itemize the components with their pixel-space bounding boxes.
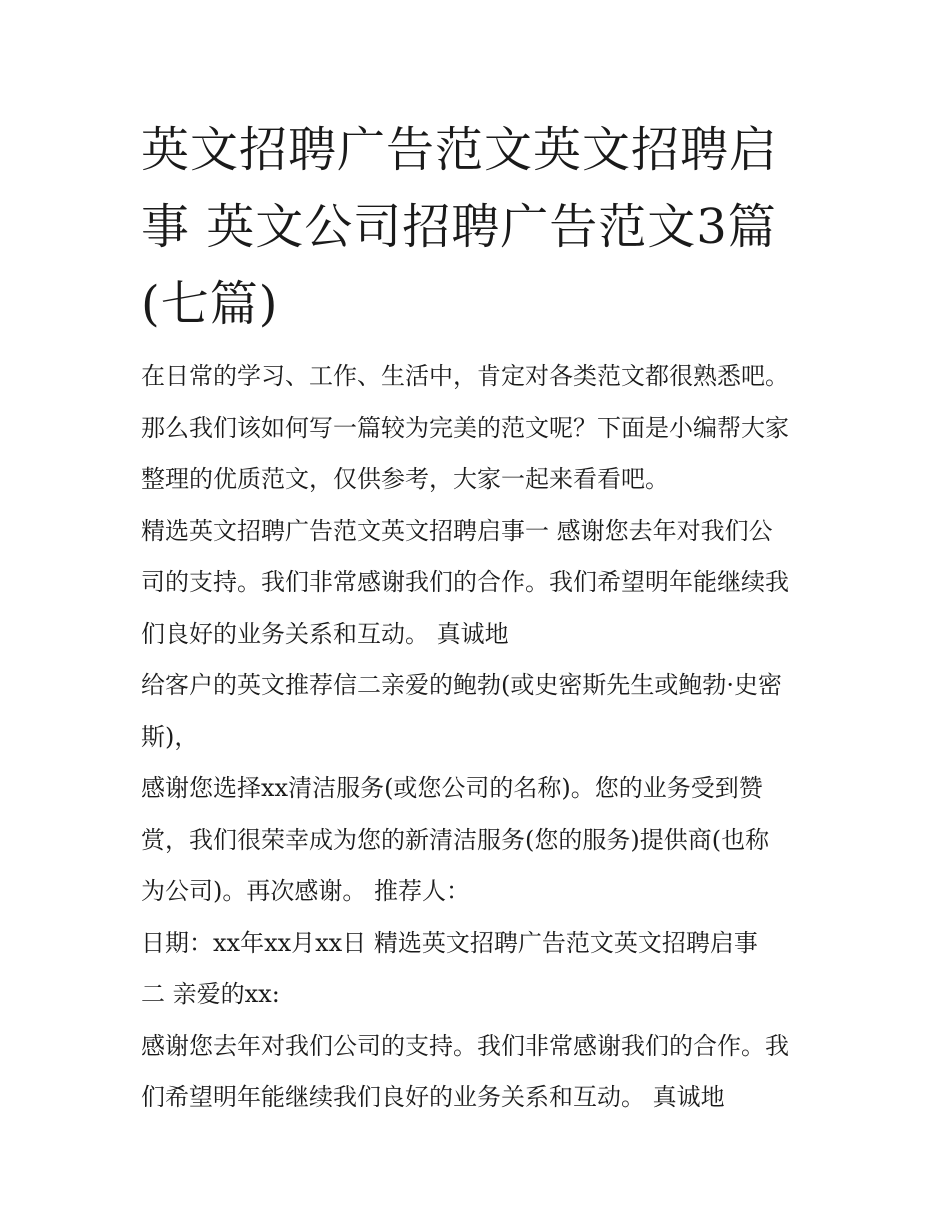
document-title xyxy=(141,112,820,343)
text-line: 日期：xx年xx月xx日 精选英文招聘广告范文英文招聘启事 xyxy=(141,928,758,957)
text-line: 们希望明年能继续我们良好的业务关系和互动。 真诚地 xyxy=(141,1083,725,1111)
text-line: 精选英文招聘广告范文英文招聘启事一 感谢您去年对我们公 xyxy=(141,516,773,545)
text-line: 司的支持。我们非常感谢我们的合作。我们希望明年能继续我 xyxy=(141,568,789,596)
document-body xyxy=(141,351,820,1124)
text-line: 斯)， xyxy=(141,722,199,751)
date-paragraph xyxy=(141,918,820,1021)
thanks-paragraph xyxy=(141,763,820,918)
sample-one-paragraph xyxy=(141,506,820,661)
text-line: 感谢您选择xx清洁服务(或您公司的名称)。您的业务受到赞 xyxy=(141,774,763,802)
title-line: (七篇) xyxy=(141,276,279,332)
text-line: 们良好的业务关系和互动。 真诚地 xyxy=(141,619,509,648)
text-line: 二 亲爱的xx: xyxy=(141,980,280,1008)
intro-paragraph xyxy=(141,351,820,506)
text-line: 那么我们该如何写一篇较为完美的范文呢？下面是小编帮大家 xyxy=(141,413,789,442)
text-line: 整理的优质范文，仅供参考，大家一起来看看吧。 xyxy=(141,465,669,493)
title-line: 英文招聘广告范文英文招聘启 xyxy=(141,122,779,178)
sample-two-paragraph xyxy=(141,1021,820,1124)
text-line: 给客户的英文推荐信二亲爱的鲍勃(或史密斯先生或鲍勃·史密 xyxy=(141,671,782,699)
text-line: 在日常的学习、工作、生活中，肯定对各类范文都很熟悉吧。 xyxy=(141,362,789,390)
text-line: 感谢您去年对我们公司的支持。我们非常感谢我们的合作。我 xyxy=(141,1031,789,1060)
text-line: 赏，我们很荣幸成为您的新清洁服务(您的服务)提供商(也称 xyxy=(141,825,770,854)
text-line: 为公司)。再次感谢。 推荐人： xyxy=(141,877,470,905)
greeting-paragraph xyxy=(141,660,820,763)
title-line: 事 英文公司招聘广告范文3篇 xyxy=(141,199,777,255)
